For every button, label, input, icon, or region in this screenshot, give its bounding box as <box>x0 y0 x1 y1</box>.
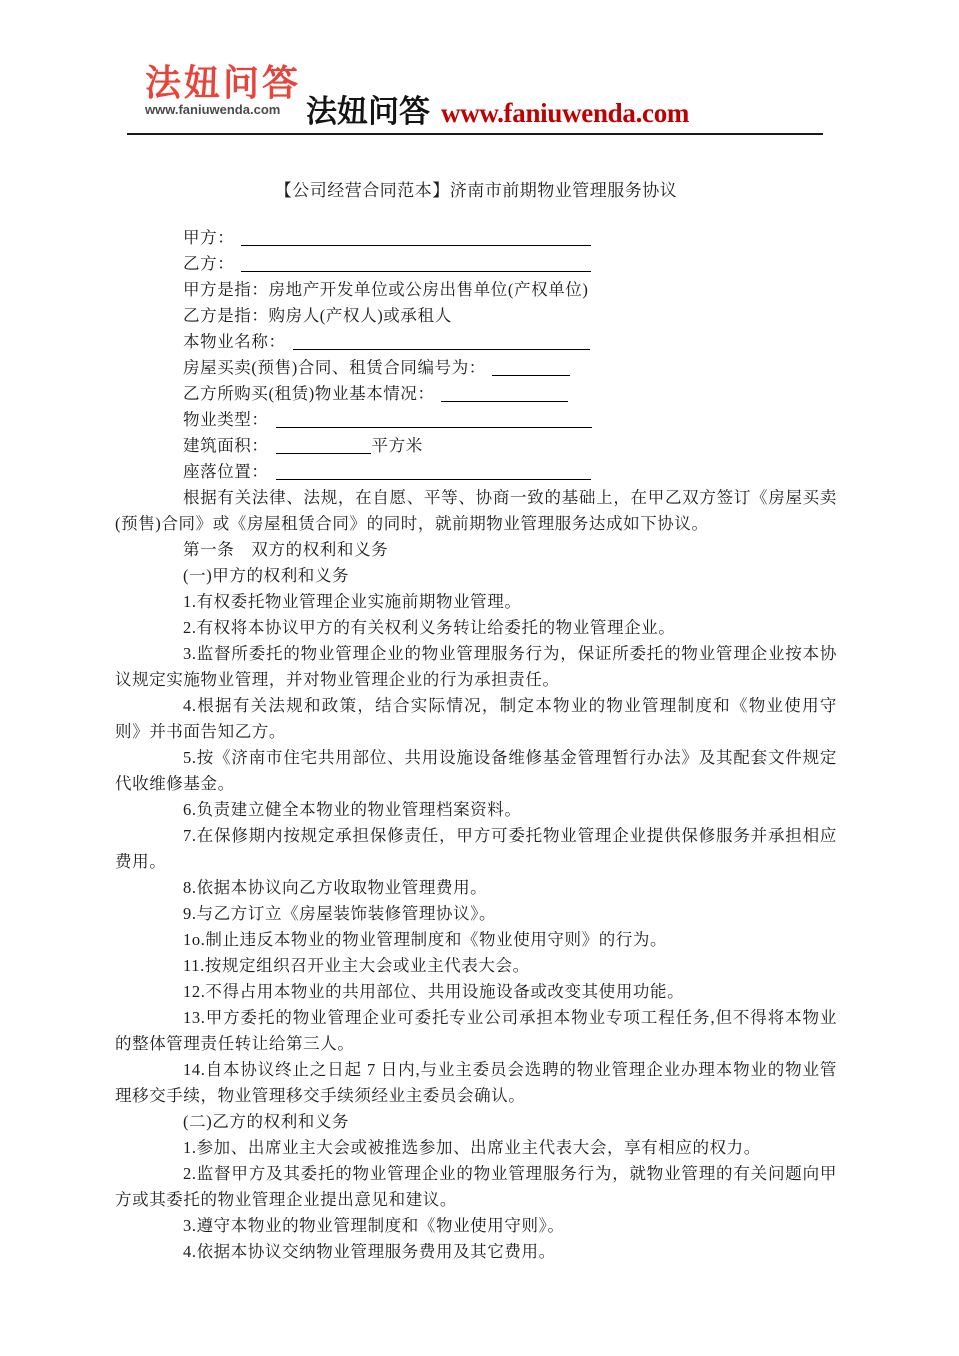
clause-b-3: 3.遵守本物业的物业管理制度和《物业使用守则》。 <box>183 1216 565 1235</box>
site-logo[interactable] <box>145 64 301 116</box>
note-party-a-definition <box>115 277 837 303</box>
article-1-heading: 第一条 双方的权利和义务 <box>183 540 389 559</box>
field-contract-number <box>115 355 837 381</box>
brand-title: 法妞问答 <box>306 94 430 129</box>
note-party-b-definition <box>115 303 837 329</box>
clause-a-14: 14.自本协议终止之日起 7 日内,与业主委员会选聘的物业管理企业办理本物业的物业管理移交手续，物业管理移交手续须经业主委员会确认。 <box>115 1060 837 1105</box>
field-floor-area <box>115 433 837 459</box>
clause-a-7: 7.在保修期内按规定承担保修责任，甲方可委托物业管理企业提供保修服务并承担相应费用。 <box>115 826 837 871</box>
blank-line <box>241 229 591 246</box>
clause-b-1: 1.参加、出席业主大会或被推选参加、出席业主代表大会，享有相应的权力。 <box>183 1138 761 1157</box>
section-party-a-heading: (一)甲方的权利和义务 <box>183 566 350 585</box>
field-label: 建筑面积： <box>183 436 269 455</box>
field-label: 物业类型： <box>183 410 269 429</box>
field-label: 座落位置： <box>183 462 269 481</box>
field-unit-label: 平方米 <box>371 436 423 455</box>
field-party-a <box>115 225 837 251</box>
field-label: 乙方： <box>183 254 235 273</box>
clause-a-6: 6.负责建立健全本物业的物业管理档案资料。 <box>183 800 522 819</box>
field-label: 乙方是指：购房人(产权人)或承租人 <box>183 306 452 325</box>
clause-a-3: 3.监督所委托的物业管理企业的物业管理服务行为，保证所委托的物业管理企业按本协议规定实施物业管理，并对物业管理企业的行为承担责任。 <box>115 644 837 689</box>
clause-a-11: 11.按规定组织召开业主大会或业主代表大会。 <box>183 956 530 975</box>
blank-line <box>276 463 591 480</box>
blank-line <box>276 411 592 428</box>
clause-a-4: 4.根据有关法规和政策，结合实际情况，制定本物业的物业管理制度和《物业使用守则》并书面告知乙方。 <box>115 696 837 741</box>
field-property-basic-info <box>115 381 837 407</box>
clause-a-2: 2.有权将本协议甲方的有关权利义务转让给委托的物业管理企业。 <box>183 618 676 637</box>
field-label: 甲方是指：房地产开发单位或公房出售单位(产权单位) <box>183 280 589 299</box>
blank-line <box>492 359 570 376</box>
field-label: 本物业名称： <box>183 332 286 351</box>
logo-url-text: www.faniuwenda.com <box>145 102 281 117</box>
field-label: 甲方： <box>183 228 235 247</box>
header-divider <box>127 133 823 135</box>
logo-wordmark: 法妞问答 <box>145 62 302 103</box>
field-property-name <box>115 329 837 355</box>
clause-a-10: 1o.制止违反本物业的物业管理制度和《物业使用守则》的行为。 <box>183 930 668 949</box>
clause-a-12: 12.不得占用本物业的共用部位、共用设施设备或改变其使用功能。 <box>183 982 685 1001</box>
clause-b-4: 4.依据本协议交纳物业管理服务费用及其它费用。 <box>183 1242 556 1261</box>
field-property-type <box>115 407 837 433</box>
blank-line <box>293 333 590 350</box>
field-label: 乙方所购买(租赁)物业基本情况： <box>183 384 435 403</box>
field-label: 房屋买卖(预售)合同、租赁合同编号为： <box>183 358 486 377</box>
document-title: 【公司经营合同范本】济南市前期物业管理服务协议 <box>274 181 678 200</box>
site-url-link[interactable]: www.faniuwenda.com <box>441 98 690 128</box>
clause-a-1: 1.有权委托物业管理企业实施前期物业管理。 <box>183 592 522 611</box>
preamble-paragraph: 根据有关法律、法规，在自愿、平等、协商一致的基础上，在甲乙双方签订《房屋买卖(预售)合同》或《房屋租赁合同》的同时，就前期物业管理服务达成如下协议。 <box>115 488 837 533</box>
field-location <box>115 459 837 485</box>
clause-a-8: 8.依据本协议向乙方收取物业管理费用。 <box>183 878 488 897</box>
clause-a-5: 5.按《济南市住宅共用部位、共用设施设备维修基金管理暂行办法》及其配套文件规定代收维修基金。 <box>115 748 837 793</box>
blank-line <box>241 255 591 272</box>
clause-a-13: 13.甲方委托的物业管理企业可委托专业公司承担本物业专项工程任务,但不得将本物业的整体管理责任转让给第三人。 <box>115 1008 837 1053</box>
section-party-b-heading: (二)乙方的权利和义务 <box>183 1112 350 1131</box>
clause-a-9: 9.与乙方订立《房屋装饰装修管理协议》。 <box>183 904 497 923</box>
contract-document <box>115 178 837 1265</box>
blank-line <box>276 437 371 454</box>
blank-line <box>441 385 568 402</box>
field-party-b <box>115 251 837 277</box>
clause-b-2: 2.监督甲方及其委托的物业管理企业的物业管理服务行为，就物业管理的有关问题向甲方或其委托的物业管理企业提出意见和建议。 <box>115 1164 837 1209</box>
